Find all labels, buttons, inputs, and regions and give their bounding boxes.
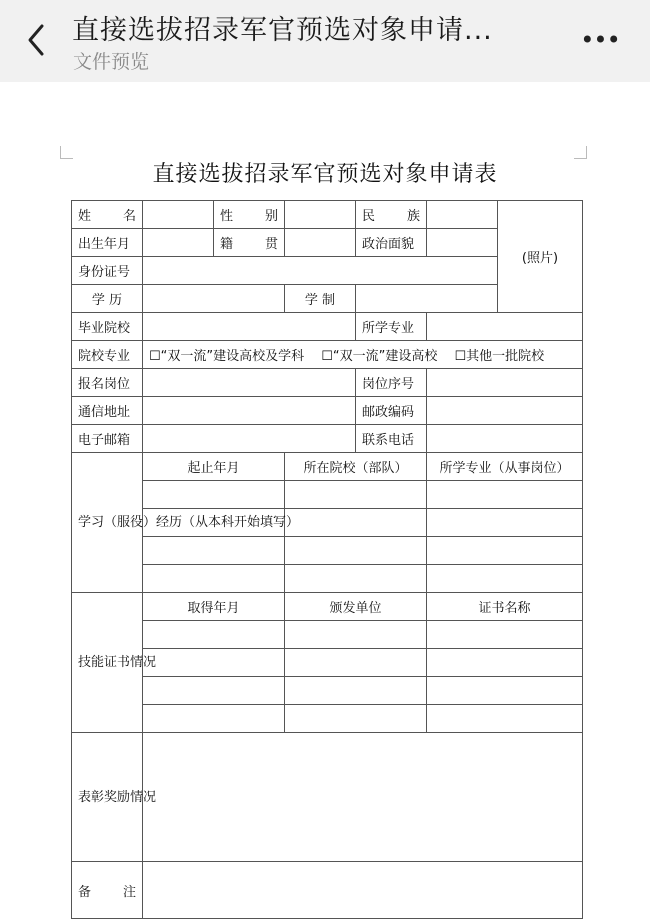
field-remarks[interactable] — [143, 862, 583, 919]
label-political: 政治面貌 — [356, 229, 427, 257]
experience-cell[interactable] — [427, 565, 583, 593]
header-cert-date: 取得年月 — [143, 593, 285, 621]
field-id-number[interactable] — [143, 257, 498, 285]
label-experience: 学习（服役）经历（从本科开始填写） — [72, 453, 143, 593]
experience-cell[interactable] — [427, 537, 583, 565]
header-issuer: 颁发单位 — [285, 593, 427, 621]
field-address[interactable] — [143, 397, 356, 425]
cert-cell[interactable] — [143, 621, 285, 649]
cert-cell[interactable] — [285, 649, 427, 677]
file-title: 直接选拔招录军官预选对象申请... — [72, 15, 493, 46]
experience-cell[interactable] — [143, 481, 285, 509]
cert-cell[interactable] — [285, 705, 427, 733]
label-certs: 技能证书情况 — [72, 593, 143, 733]
field-gender[interactable] — [285, 201, 356, 229]
label-postcode: 邮政编码 — [356, 397, 427, 425]
cert-cell[interactable] — [427, 649, 583, 677]
label-address: 通信地址 — [72, 397, 143, 425]
field-awards[interactable] — [143, 733, 583, 862]
application-form-table — [71, 200, 583, 919]
label-position: 报名岗位 — [72, 369, 143, 397]
label-id-number: 身份证号 — [72, 257, 143, 285]
label-native-place: 籍 贯 — [214, 229, 285, 257]
photo-box: (照片) — [498, 201, 583, 313]
school-options — [143, 341, 583, 369]
field-position-no[interactable] — [427, 369, 583, 397]
experience-cell[interactable] — [143, 537, 285, 565]
cert-cell[interactable] — [143, 677, 285, 705]
cert-cell[interactable] — [427, 677, 583, 705]
field-ethnicity[interactable] — [427, 201, 498, 229]
top-bar — [0, 0, 650, 82]
field-schooling[interactable] — [356, 285, 498, 313]
option-double-first-class-school[interactable]: ☐“双一流”建设高校 — [321, 349, 438, 364]
field-birth[interactable] — [143, 229, 214, 257]
experience-cell[interactable] — [285, 537, 427, 565]
more-icon[interactable]: ••• — [580, 26, 620, 54]
label-name: 姓 名 — [72, 201, 143, 229]
label-ethnicity: 民 族 — [356, 201, 427, 229]
field-postcode[interactable] — [427, 397, 583, 425]
field-email[interactable] — [143, 425, 356, 453]
field-major[interactable] — [427, 313, 583, 341]
cert-cell[interactable] — [143, 705, 285, 733]
label-position-no: 岗位序号 — [356, 369, 427, 397]
experience-cell[interactable] — [285, 481, 427, 509]
cert-cell[interactable] — [285, 677, 427, 705]
label-education: 学 历 — [72, 285, 143, 313]
cert-cell[interactable] — [427, 621, 583, 649]
label-remarks: 备 注 — [72, 862, 143, 919]
field-name[interactable] — [143, 201, 214, 229]
header-period: 起止年月 — [143, 453, 285, 481]
header-cert-name: 证书名称 — [427, 593, 583, 621]
label-phone: 联系电话 — [356, 425, 427, 453]
header-institution: 所在院校（部队） — [285, 453, 427, 481]
experience-cell[interactable] — [285, 509, 427, 537]
cert-cell[interactable] — [427, 705, 583, 733]
back-icon[interactable] — [22, 20, 52, 60]
experience-cell[interactable] — [427, 481, 583, 509]
field-native-place[interactable] — [285, 229, 356, 257]
experience-cell[interactable] — [285, 565, 427, 593]
file-preview-label: 文件预览 — [73, 51, 150, 73]
cert-cell[interactable] — [285, 621, 427, 649]
label-email: 电子邮箱 — [72, 425, 143, 453]
field-political[interactable] — [427, 229, 498, 257]
field-phone[interactable] — [427, 425, 583, 453]
field-education[interactable] — [143, 285, 285, 313]
label-birth: 出生年月 — [72, 229, 143, 257]
label-graduate-school: 毕业院校 — [72, 313, 143, 341]
option-double-first-class-discipline[interactable]: ☐“双一流”建设高校及学科 — [149, 349, 305, 364]
experience-cell[interactable] — [143, 565, 285, 593]
label-awards: 表彰奖励情况 — [72, 733, 143, 862]
field-graduate-school[interactable] — [143, 313, 356, 341]
header-major-post: 所学专业（从事岗位） — [427, 453, 583, 481]
label-school-major: 院校专业 — [72, 341, 143, 369]
experience-cell[interactable] — [427, 509, 583, 537]
field-position[interactable] — [143, 369, 356, 397]
label-schooling: 学 制 — [285, 285, 356, 313]
label-major: 所学专业 — [356, 313, 427, 341]
form-title: 直接选拔招录军官预选对象申请表 — [152, 162, 498, 187]
cert-cell[interactable] — [143, 649, 285, 677]
option-other-first-batch[interactable]: ☐其他一批院校 — [454, 349, 545, 364]
label-gender: 性 别 — [214, 201, 285, 229]
